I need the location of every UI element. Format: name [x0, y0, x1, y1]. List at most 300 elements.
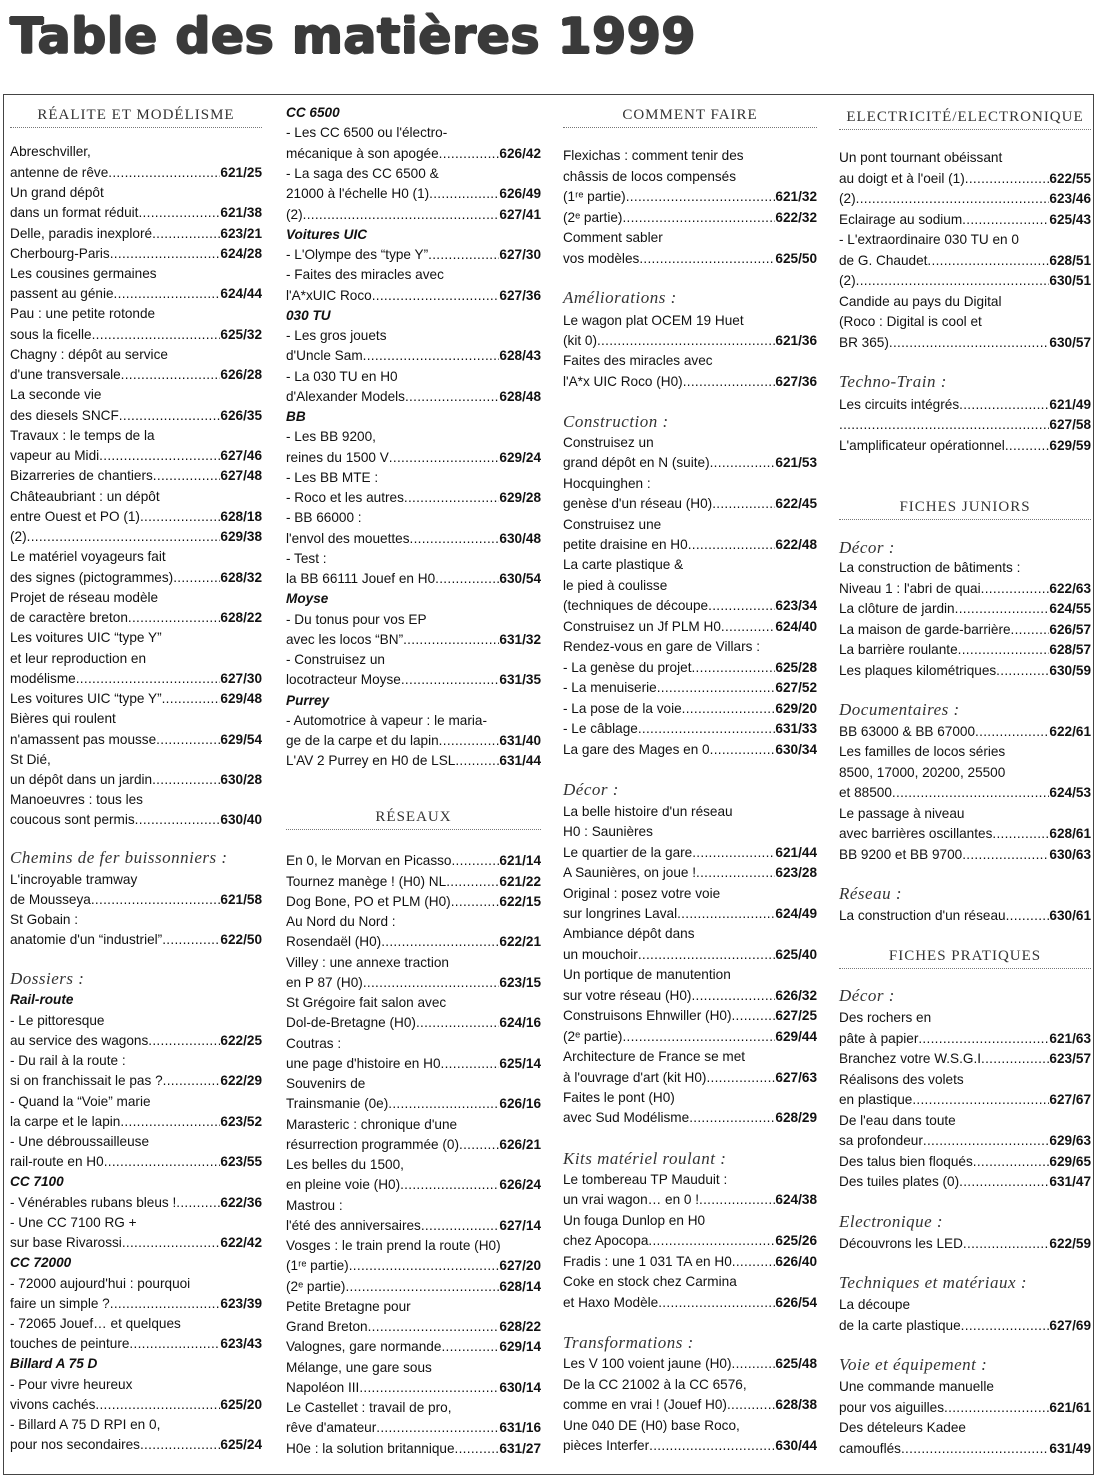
toc-entry: [563, 699, 817, 719]
entry-title: camouflés: [839, 1441, 901, 1456]
entry-title: faire un simple ?: [10, 1296, 110, 1311]
dot-leader: [962, 210, 1049, 230]
entry-title: - Vénérables rubans bleus !: [10, 1195, 177, 1210]
issue-page-number: 624/38: [775, 1192, 817, 1207]
dot-leader: [451, 851, 499, 871]
entry-title: La clôture de jardin: [839, 601, 955, 616]
toc-entry: [839, 1316, 1091, 1336]
dot-leader: [27, 527, 221, 547]
dot-leader: [962, 845, 1049, 865]
entry-text: châssis de locos compensés: [563, 169, 737, 184]
entry-title: la BB 66111 Jouef en H0: [286, 571, 436, 586]
entry-text: Châteaubriant : un dépôt: [10, 489, 160, 504]
entry-title: ge de la carpe et du lapin: [286, 733, 439, 748]
dot-leader: [981, 1049, 1049, 1069]
toc-entry: [839, 620, 1091, 640]
issue-page-number: 625/14: [499, 1056, 541, 1071]
dot-leader: [710, 453, 776, 473]
entry-text: Rendez-vous en gare de Villars :: [563, 639, 760, 654]
entry-text: - 72065 Jouef… et quelques: [10, 1316, 181, 1331]
toc-entry: [286, 973, 541, 993]
entry-text: Petite Bretagne pour: [286, 1299, 411, 1314]
dot-leader: [368, 1317, 500, 1337]
dot-leader: [712, 494, 775, 514]
column-3: [563, 95, 817, 1465]
subsection-heading: Décor :: [839, 986, 895, 1005]
toc-entry: [10, 163, 262, 183]
issue-page-number: 630/61: [1049, 908, 1091, 923]
toc-entry: [839, 579, 1091, 599]
entry-text: - Du rail à la route :: [10, 1053, 126, 1068]
entry-text: Le matériel voyageurs fait: [10, 549, 166, 564]
entry-title: - Roco et les autres: [286, 490, 404, 505]
entry-title: de Mousseya: [10, 892, 91, 907]
dot-leader: [923, 1131, 1050, 1151]
dot-leader: [122, 1233, 221, 1253]
toc-entry: [10, 203, 262, 223]
toc-entry: [563, 1006, 817, 1026]
toc-entry: [10, 608, 262, 628]
toc-entry: [563, 372, 817, 392]
issue-page-number: 626/42: [499, 146, 541, 161]
toc-entry: [839, 395, 1091, 415]
entry-title: au doigt et à l'oeil (1): [839, 171, 965, 186]
topic-heading: 030 TU: [286, 308, 331, 323]
section-heading: COMMENT FAIRE: [563, 105, 817, 128]
dot-leader: [405, 387, 499, 407]
dot-leader: [691, 658, 775, 678]
entry-title: - La genèse du projet: [563, 660, 692, 675]
dot-leader: [959, 1172, 1049, 1192]
dot-leader: [376, 1418, 499, 1438]
entry-title: (2): [839, 273, 856, 288]
toc-entry: [286, 1054, 541, 1074]
entry-text: Les familles de locos séries: [839, 744, 1006, 759]
issue-page-number: 621/32: [775, 189, 817, 204]
entry-title: un dépôt dans un jardin: [10, 772, 153, 787]
entry-text: Manoeuvres : tous les: [10, 792, 143, 807]
topic-heading: Voitures UIC: [286, 227, 368, 242]
issue-page-number: 630/44: [775, 1438, 817, 1453]
dot-leader: [892, 783, 1050, 803]
entry-title: chez Apocopa: [563, 1233, 649, 1248]
toc-entry: [10, 224, 262, 244]
issue-page-number: 623/57: [1049, 1051, 1091, 1066]
toc-entry: [286, 1175, 541, 1195]
toc-entry: [10, 1395, 262, 1415]
entry-text: Faites des miracles avec: [563, 353, 713, 368]
dot-leader: [677, 904, 775, 924]
entry-text: De l'eau dans toute: [839, 1113, 956, 1128]
toc-entry: [839, 1234, 1091, 1254]
dot-leader: [918, 1029, 1049, 1049]
entry-title: (kit 0): [563, 333, 597, 348]
dot-leader: [657, 678, 776, 698]
entry-text: L'incroyable tramway: [10, 872, 138, 887]
subsection-heading: Documentaires :: [839, 700, 960, 719]
issue-page-number: 621/44: [775, 845, 817, 860]
dot-leader: [140, 507, 220, 527]
dot-leader: [119, 406, 221, 426]
dot-leader: [140, 1435, 220, 1455]
entry-text: Un portique de manutention: [563, 967, 731, 982]
issue-page-number: 627/48: [220, 468, 262, 483]
issue-page-number: 625/26: [775, 1233, 817, 1248]
toc-entry: [10, 284, 262, 304]
entry-title: Branchez votre W.S.G.I: [839, 1051, 982, 1066]
entry-title: vapeur au Midi: [10, 448, 100, 463]
entry-title: sous la ficelle: [10, 327, 92, 342]
toc-entry: [10, 365, 262, 385]
entry-text: Original : posez votre voie: [563, 886, 721, 901]
entry-title: Les circuits intégrés: [839, 397, 960, 412]
dot-leader: [441, 1054, 500, 1074]
issue-page-number: 627/69: [1049, 1318, 1091, 1333]
subsection-heading: Kits matériel roulant :: [563, 1149, 727, 1168]
issue-page-number: 622/21: [499, 934, 541, 949]
issue-page-number: 631/16: [499, 1420, 541, 1435]
entry-text: - Faites des miracles avec: [286, 267, 444, 282]
dot-leader: [996, 661, 1049, 681]
issue-page-number: 627/36: [775, 374, 817, 389]
dot-leader: [162, 930, 220, 950]
dot-leader: [856, 271, 1050, 291]
dot-leader: [691, 986, 775, 1006]
toc-entry: [10, 466, 262, 486]
toc-entry: [286, 892, 541, 912]
toc-entry: [839, 722, 1091, 742]
dot-leader: [163, 1071, 221, 1091]
issue-page-number: 631/35: [499, 672, 541, 687]
topic-heading: Moyse: [286, 591, 329, 606]
toc-entry: [286, 286, 541, 306]
dot-leader: [981, 579, 1050, 599]
entry-text: St Dié,: [10, 752, 51, 767]
toc-entry: [286, 670, 541, 690]
toc-entry: [839, 271, 1091, 291]
issue-page-number: 626/49: [499, 186, 541, 201]
dot-leader: [104, 1152, 221, 1172]
entry-title: locotracteur Moyse: [286, 672, 401, 687]
entry-title: L'amplificateur opérationnel: [839, 438, 1005, 453]
dot-leader: [441, 1337, 499, 1357]
dot-leader: [110, 1294, 221, 1314]
issue-page-number: 621/36: [775, 333, 817, 348]
toc-entry: [286, 630, 541, 650]
issue-page-number: 629/28: [499, 490, 541, 505]
entry-title: Les V 100 voient jaune (H0): [563, 1356, 732, 1371]
issue-page-number: 621/53: [775, 455, 817, 470]
entry-text: La construction de bâtiments :: [839, 560, 1021, 575]
entry-title: au service des wagons: [10, 1033, 149, 1048]
dot-leader: [901, 1439, 1049, 1459]
entry-title: vivons cachés: [10, 1397, 96, 1412]
page-title: Table des matières 1999: [10, 8, 696, 65]
issue-page-number: 630/48: [499, 531, 541, 546]
dot-leader: [173, 568, 220, 588]
topic-heading: Purrey: [286, 693, 330, 708]
entry-title: BR 365): [839, 335, 889, 350]
column-1: [10, 95, 262, 1465]
dot-leader: [156, 730, 220, 750]
entry-title: en P 87 (H0): [286, 975, 363, 990]
issue-page-number: 625/32: [220, 327, 262, 342]
issue-page-number: 631/27: [499, 1441, 541, 1456]
toc-entry: [286, 932, 541, 952]
entry-text: Hocquinghen :: [563, 476, 651, 491]
section-heading: RÉALITE ET MODÉLISME: [10, 105, 262, 128]
contents-frame: [3, 94, 1094, 1475]
issue-page-number: 624/55: [1049, 601, 1091, 616]
issue-page-number: 630/54: [499, 571, 541, 586]
dot-leader: [638, 719, 776, 739]
issue-page-number: 631/40: [499, 733, 541, 748]
entry-text: Construisez une: [563, 517, 662, 532]
dot-leader: [403, 630, 499, 650]
entry-title: La maison de garde-barrière: [839, 622, 1011, 637]
issue-page-number: 622/50: [220, 932, 262, 947]
entry-text: Le tombereau TP Mauduit :: [563, 1172, 728, 1187]
entry-title: de caractère breton: [10, 610, 128, 625]
entry-title: H0e : la solution britannique: [286, 1441, 455, 1456]
entry-text: Souvenirs de: [286, 1076, 366, 1091]
entry-title: pour vos aiguilles: [839, 1400, 945, 1415]
issue-page-number: 625/24: [220, 1437, 262, 1452]
dot-leader: [429, 184, 499, 204]
entry-title: Fradis : une 1 031 TA en H0: [563, 1254, 732, 1269]
issue-page-number: 622/59: [1049, 1236, 1091, 1251]
dot-leader: [138, 203, 220, 223]
subsection-heading: Décor :: [839, 538, 895, 557]
entry-text: Projet de réseau modèle: [10, 590, 159, 605]
toc-entry: [286, 1135, 541, 1155]
entry-title: en pleine voie (H0): [286, 1177, 401, 1192]
issue-page-number: 631/33: [775, 721, 817, 736]
toc-entry: [839, 599, 1091, 619]
issue-page-number: 629/65: [1049, 1154, 1091, 1169]
entry-title: comme en vrai ! (Jouef H0): [563, 1397, 727, 1412]
entry-text: - BB 66000 :: [286, 510, 362, 525]
entry-text: Pau : une petite rotonde: [10, 306, 156, 321]
issue-page-number: 629/38: [220, 529, 262, 544]
entry-title: n'amassent pas mousse: [10, 732, 157, 747]
issue-page-number: 627/20: [499, 1258, 541, 1273]
dot-leader: [455, 751, 499, 771]
entry-title: (2): [286, 207, 303, 222]
dot-leader: [153, 466, 221, 486]
toc-entry: [286, 184, 541, 204]
entry-title: la carpe et le lapin: [10, 1114, 121, 1129]
entry-title: Construisez un Jf PLM H0: [563, 619, 721, 634]
entry-text: Comment sabler: [563, 230, 663, 245]
toc-entry: [286, 488, 541, 508]
toc-entry: [563, 494, 817, 514]
entry-text: Coke en stock chez Carmina: [563, 1274, 737, 1289]
dot-leader: [706, 1068, 775, 1088]
issue-page-number: 628/18: [220, 509, 262, 524]
entry-text: Mélange, une gare sous: [286, 1360, 432, 1375]
entry-text: St Grégoire fait salon avec: [286, 995, 447, 1010]
issue-page-number: 621/38: [220, 205, 262, 220]
entry-text: Candide au pays du Digital: [839, 294, 1002, 309]
issue-page-number: 624/16: [499, 1015, 541, 1030]
entry-title: l'envol des mouettes: [286, 531, 410, 546]
dot-leader: [710, 740, 776, 760]
toc-entry: [839, 189, 1091, 209]
entry-title: Les plaques kilométriques: [839, 663, 997, 678]
entry-title: (techniques de découpe: [563, 598, 709, 613]
dot-leader: [401, 670, 500, 690]
entry-text: Bières qui roulent: [10, 711, 116, 726]
toc-entry: [839, 1152, 1091, 1172]
entry-text: - Pour vivre heureux: [10, 1377, 133, 1392]
toc-entry: [839, 824, 1091, 844]
toc-entry: [10, 730, 262, 750]
toc-entry: [10, 1152, 262, 1172]
toc-entry: [286, 569, 541, 589]
entry-title: de la carte plastique: [839, 1318, 961, 1333]
issue-page-number: 624/40: [775, 619, 817, 634]
entry-text: Un pont tournant obéissant: [839, 150, 1003, 165]
entry-title: Des tuiles plates (0): [839, 1174, 960, 1189]
entry-text: Abreschviller,: [10, 144, 91, 159]
dot-leader: [421, 1216, 500, 1236]
toc-entry: [10, 689, 262, 709]
entry-title: une page d'histoire en H0: [286, 1056, 441, 1071]
entry-text: - Automotrice à vapeur : le maria-: [286, 713, 487, 728]
entry-title: 21000 à l'échelle H0 (1): [286, 186, 430, 201]
dot-leader: [638, 945, 776, 965]
entry-title: Trainsmanie (0e): [286, 1096, 389, 1111]
toc-entry: [286, 346, 541, 366]
toc-entry: [10, 770, 262, 790]
toc-entry: [286, 448, 541, 468]
toc-entry: [563, 249, 817, 269]
dot-leader: [410, 529, 500, 549]
entry-title: (1ʳᵉ partie): [286, 1258, 349, 1273]
issue-page-number: 630/34: [775, 742, 817, 757]
entry-text: La seconde vie: [10, 387, 102, 402]
toc-entry: [839, 845, 1091, 865]
toc-entry: [286, 1256, 541, 1276]
dot-leader: [439, 731, 500, 751]
toc-entry: [286, 1317, 541, 1337]
issue-page-number: 627/30: [499, 247, 541, 262]
issue-page-number: 623/34: [775, 598, 817, 613]
dot-leader: [682, 699, 776, 719]
dot-leader: [639, 249, 775, 269]
issue-page-number: 627/25: [775, 1008, 817, 1023]
toc-entry: [563, 986, 817, 1006]
toc-entry: [563, 453, 817, 473]
dot-leader: [1006, 906, 1050, 926]
toc-entry: [563, 678, 817, 698]
dot-leader: [597, 331, 775, 351]
entry-title: rêve d'amateur: [286, 1420, 377, 1435]
issue-page-number: 631/47: [1049, 1174, 1091, 1189]
entry-text: Coutras :: [286, 1036, 342, 1051]
dot-leader: [658, 1293, 775, 1313]
issue-page-number: 627/67: [1049, 1092, 1091, 1107]
topic-heading: Billard A 75 D: [10, 1356, 98, 1371]
dot-leader: [99, 446, 220, 466]
toc-entry: [839, 436, 1091, 456]
issue-page-number: 628/43: [499, 348, 541, 363]
toc-entry: [563, 535, 817, 555]
dot-leader: [699, 1190, 775, 1210]
dot-leader: [992, 824, 1049, 844]
toc-entry: [10, 507, 262, 527]
entry-title: Niveau 1 : l'abri de quai: [839, 581, 981, 596]
entry-text: Les cousines germaines: [10, 266, 157, 281]
issue-page-number: 626/32: [775, 988, 817, 1003]
toc-entry: [563, 740, 817, 760]
entry-title: anatomie d'un “industriel”: [10, 932, 163, 947]
entry-title: Dog Bone, PO et PLM (H0): [286, 894, 451, 909]
entry-title: Découvrons les LED: [839, 1236, 963, 1251]
issue-page-number: 627/46: [220, 448, 262, 463]
entry-title: pâte à papier: [839, 1031, 919, 1046]
dot-leader: [359, 1378, 499, 1398]
dot-leader: [649, 1436, 775, 1456]
issue-page-number: 631/44: [499, 753, 541, 768]
issue-page-number: 625/48: [775, 1356, 817, 1371]
issue-page-number: 630/40: [220, 812, 262, 827]
subsection-heading: Améliorations :: [563, 288, 677, 307]
issue-page-number: 623/52: [220, 1114, 262, 1129]
dot-leader: [958, 640, 1050, 660]
issue-page-number: 631/49: [1049, 1441, 1091, 1456]
entry-title: antenne de rêve: [10, 165, 109, 180]
entry-text: Une commande manuelle: [839, 1379, 994, 1394]
toc-entry: [286, 1439, 541, 1459]
toc-entry: [10, 890, 262, 910]
dot-leader: [95, 1395, 220, 1415]
entry-text: Un fouga Dunlop en H0: [563, 1213, 706, 1228]
entry-title: entre Ouest et PO (1): [10, 509, 140, 524]
issue-page-number: 626/54: [775, 1295, 817, 1310]
entry-title: avec Sud Modélisme: [563, 1110, 690, 1125]
issue-page-number: 626/21: [499, 1137, 541, 1152]
entry-title: pour nos secondaires: [10, 1437, 140, 1452]
entry-title: BB 63000 & BB 67000: [839, 724, 976, 739]
issue-page-number: 621/63: [1049, 1031, 1091, 1046]
entry-title: Rosendaël (H0): [286, 934, 382, 949]
dot-leader: [428, 245, 499, 265]
entry-text: - La 030 TU en H0: [286, 369, 398, 384]
entry-text: et leur reproduction en: [10, 651, 147, 666]
toc-entry: [839, 1398, 1091, 1418]
issue-page-number: 623/21: [220, 226, 262, 241]
entry-title: d'Alexander Models: [286, 389, 405, 404]
toc-entry: [10, 930, 262, 950]
issue-page-number: 623/46: [1049, 191, 1091, 206]
issue-page-number: 626/40: [775, 1254, 817, 1269]
column-4: [839, 95, 1091, 1465]
entry-text: H0 : Saunières: [563, 824, 653, 839]
entry-text: Le passage à niveau: [839, 806, 965, 821]
dot-leader: [128, 608, 221, 628]
dot-leader: [839, 415, 1049, 435]
section-heading: RÉSEAUX: [286, 807, 541, 830]
entry-title: Grand Breton: [286, 1319, 368, 1334]
subsection-heading: Voie et équipement :: [839, 1355, 988, 1374]
toc-entry: [286, 1277, 541, 1297]
dot-leader: [372, 286, 500, 306]
entry-title: reines du 1500 V: [286, 450, 389, 465]
issue-page-number: 621/22: [499, 874, 541, 889]
entry-text: Travaux : le temps de la: [10, 428, 155, 443]
